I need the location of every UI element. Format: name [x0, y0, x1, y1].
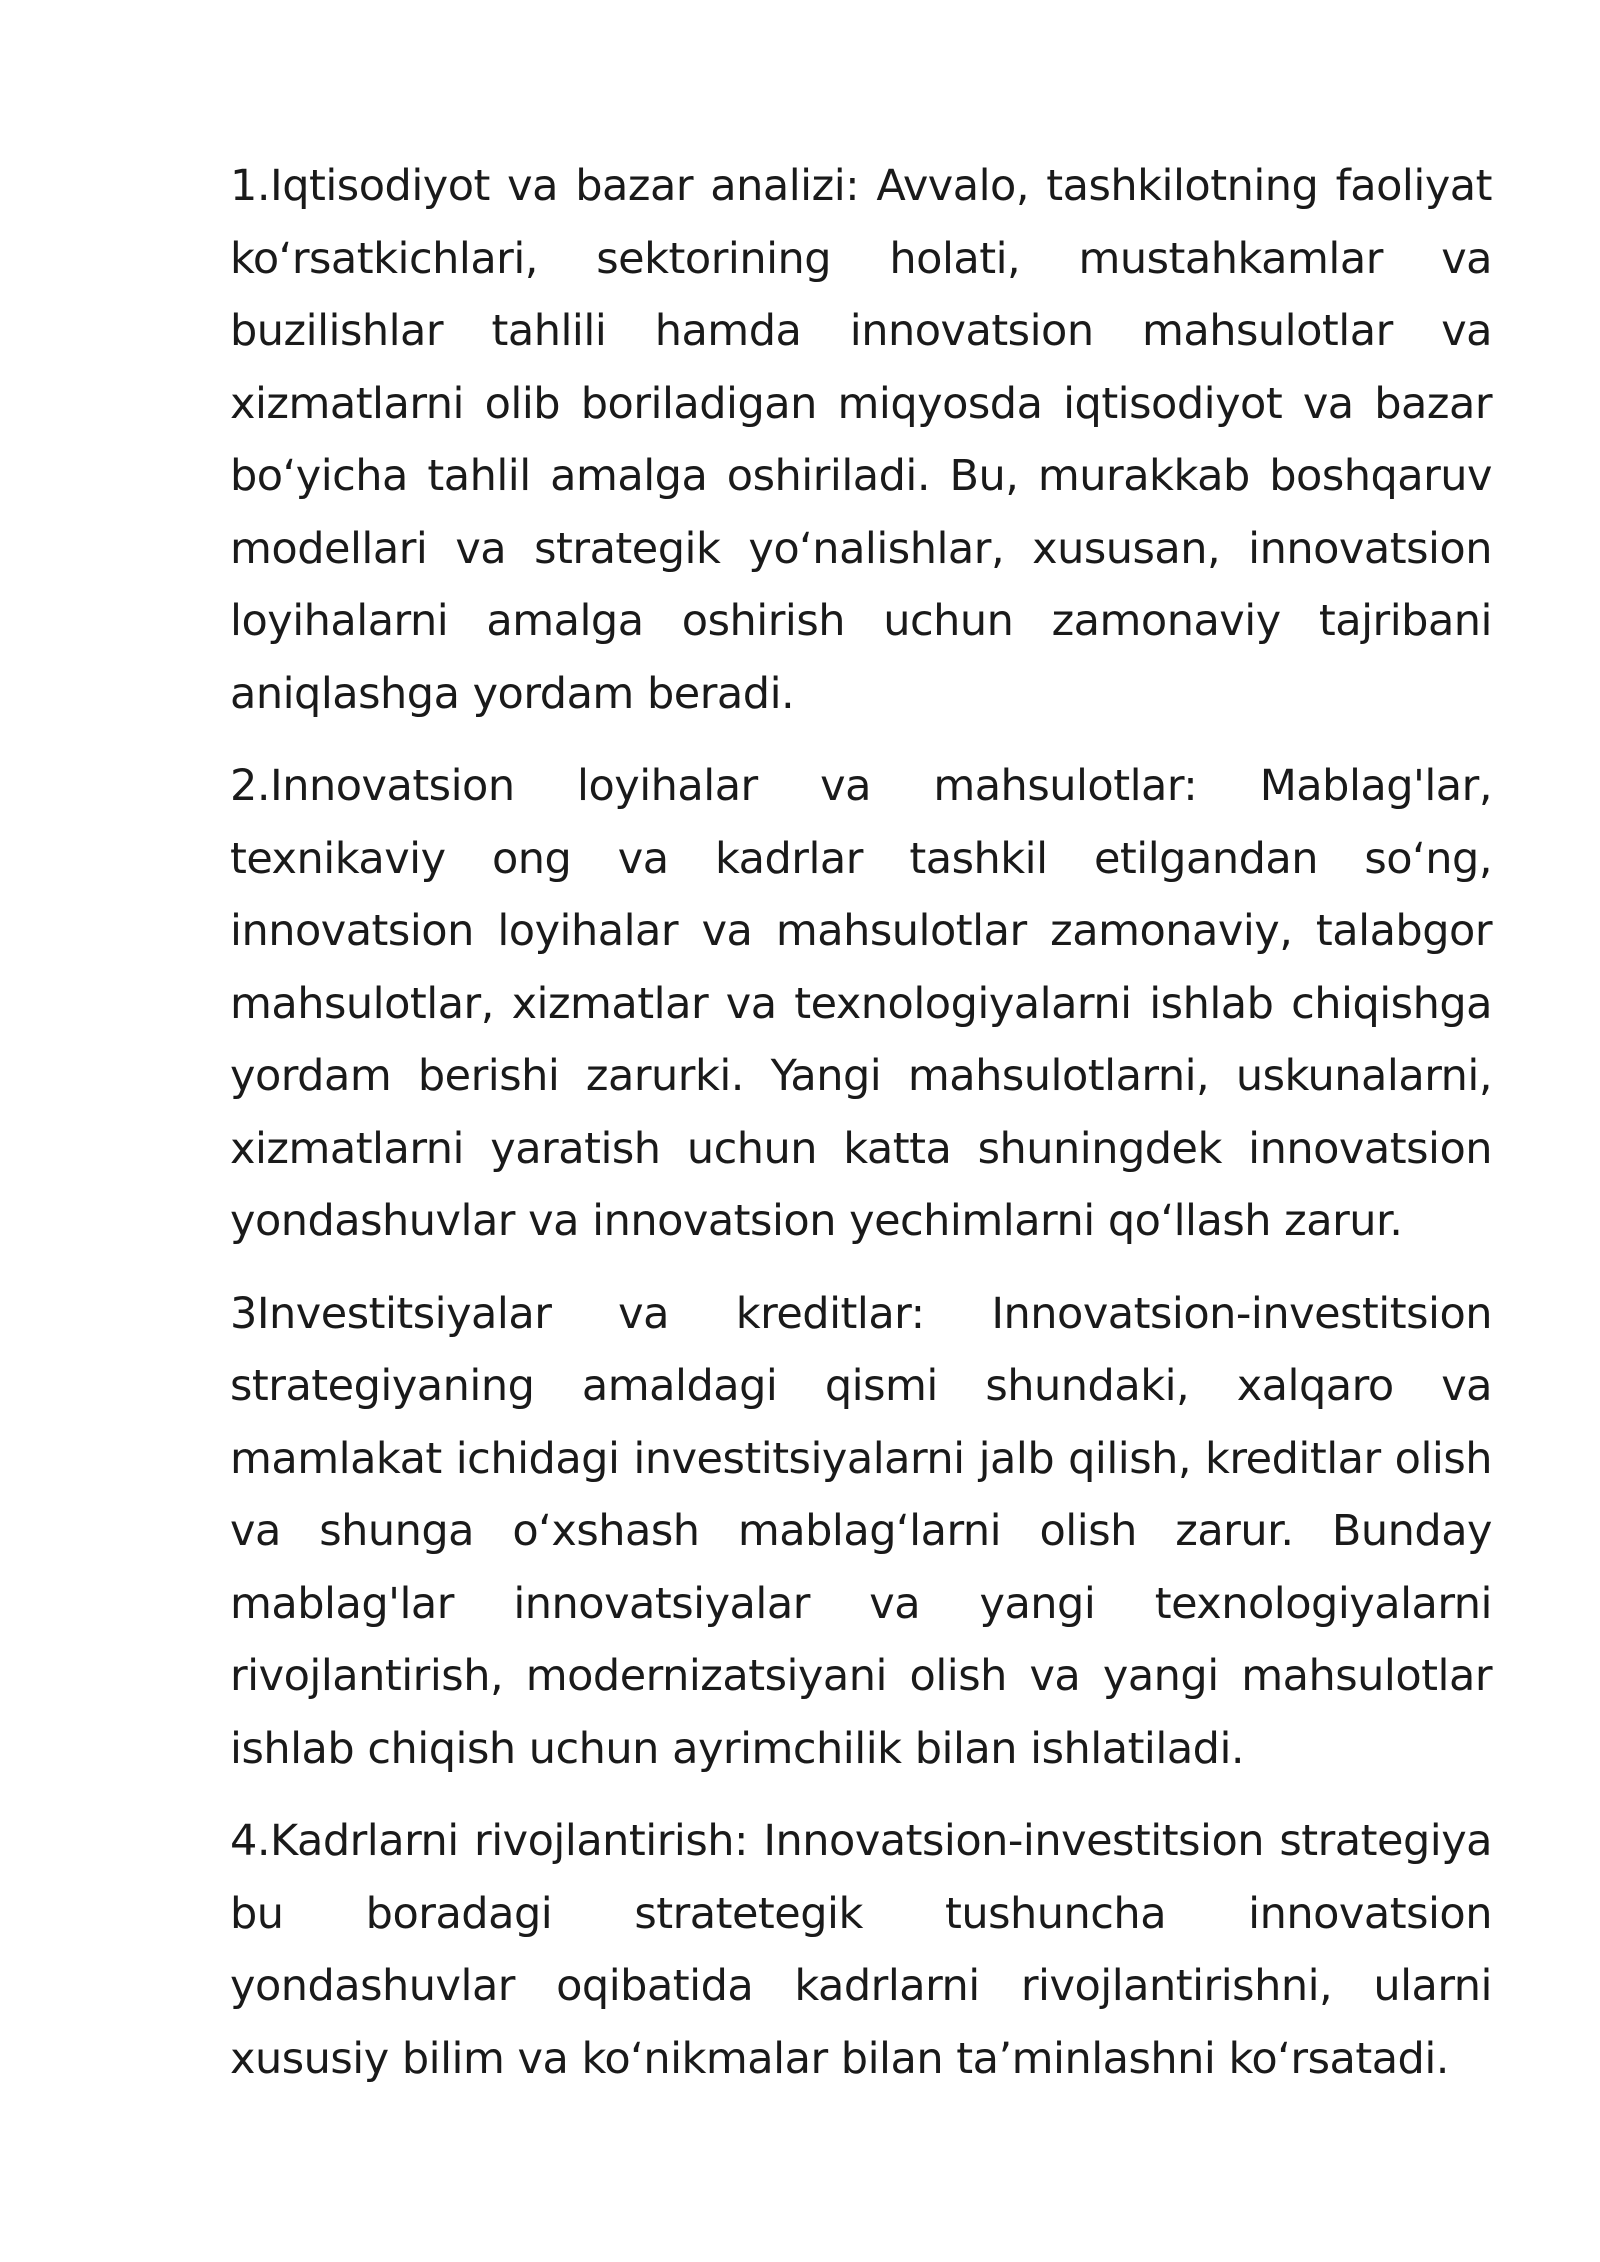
- paragraph-staff-development: 4.Kadrlarni rivojlantirish: Innovatsion-investitsion strategiya bu boradagi stratetegik tushuncha innovatsion yondashuvlar oqibatida kadrlarni rivojlantirishni, ularni xususiy bilim va koʻnikmalar bilan ta’minlashni koʻrsatadi.: [230, 1816, 1492, 2084]
- paragraph-innovative-projects: 2.Innovatsion loyihalar va mahsulotlar: Mablag'lar, texnikaviy ong va kadrlar tashkil etilgandan soʻng, innovatsion loyihalar va mahsulotlar zamonaviy, talabgor mahsulotlar, xizmatlar va texnologiyalarni ishlab chiqishga yordam berishi zarurki. Yangi mahsulotlarni, uskunalarni, xizmatlarni yaratish uchun katta shuningdek innovatsion yondashuvlar va innovatsion yechimlarni qoʻllash zarur.: [230, 761, 1492, 1246]
- paragraph-economy-market-analysis: 1.Iqtisodiyot va bazar analizi: Avvalo, tashkilotning faoliyat koʻrsatkichlari, sektorining holati, mustahkamlar va buzilishlar tahlili hamda innovatsion mahsulotlar va xizmatlarni olib boriladigan miqyosda iqtisodiyot va bazar boʻyicha tahlil amalga oshiriladi. Bu, murakkab boshqaruv modellari va strategik yoʻnalishlar, xususan, innovatsion loyihalarni amalga oshirish uchun zamonaviy tajribani aniqlashga yordam beradi.: [230, 161, 1492, 719]
- document-body: [230, 150, 1492, 2115]
- paragraph-investments-credits: 3Investitsiyalar va kreditlar: Innovatsion-investitsion strategiyaning amaldagi qismi shundaki, xalqaro va mamlakat ichidagi investitsiyalarni jalb qilish, kreditlar olish va shunga oʻxshash mablagʻlarni olish zarur. Bunday mablag'lar innovatsiyalar va yangi texnologiyalarni rivojlantirish, modernizatsiyani olish va yangi mahsulotlar ishlab chiqish uchun ayrimchilik bilan ishlatiladi.: [230, 1288, 1492, 1774]
